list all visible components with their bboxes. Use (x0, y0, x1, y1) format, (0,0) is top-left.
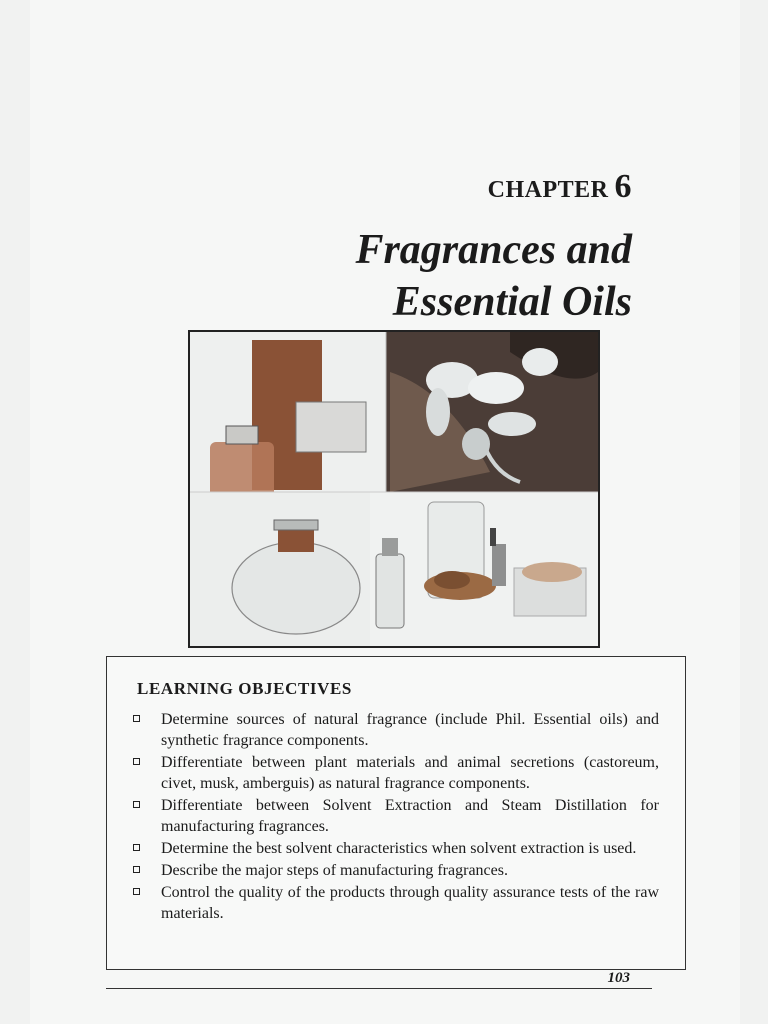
objective-text: Describe the major steps of manufacturing fragrances. (161, 862, 508, 879)
chapter-word: CHAPTER (487, 177, 609, 203)
chapter-number: 6 (614, 168, 632, 205)
chapter-title (355, 224, 632, 328)
square-bullet-icon (133, 844, 140, 851)
photo-collage (188, 330, 600, 648)
objective-text: Determine sources of natural fragrance (include Phil. Essential oils) and synthetic fragrance components. (161, 711, 659, 749)
list-item (129, 709, 659, 751)
objective-text: Control the quality of the products through quality assurance tests of the raw materials. (161, 884, 659, 922)
objective-text: Differentiate between Solvent Extraction and Steam Distillation for manufacturing fragrances. (161, 797, 659, 835)
book-page (30, 0, 740, 1024)
list-item (129, 882, 659, 924)
perfume-collage-image (190, 332, 598, 646)
square-bullet-icon (133, 801, 140, 808)
list-item (129, 838, 659, 859)
objective-text: Determine the best solvent characteristics when solvent extraction is used. (161, 840, 637, 857)
list-item (129, 752, 659, 794)
square-bullet-icon (133, 888, 140, 895)
chapter-label (488, 168, 632, 206)
learning-objectives-heading: LEARNING OBJECTIVES (137, 679, 352, 698)
learning-objectives-box (106, 656, 686, 970)
square-bullet-icon (133, 866, 140, 873)
footer-rule (106, 988, 652, 989)
page-number: 103 (607, 970, 630, 986)
list-item (129, 795, 659, 837)
square-bullet-icon (133, 715, 140, 722)
objective-text: Differentiate between plant materials and animal secretions (castoreum, civet, musk, amberguis) as natural fragrance components. (161, 754, 659, 792)
chapter-title-line-1: Fragrances and (355, 227, 632, 273)
chapter-title-line-2: Essential Oils (392, 279, 632, 325)
square-bullet-icon (133, 758, 140, 765)
learning-objectives-list (129, 709, 659, 925)
list-item (129, 860, 659, 881)
